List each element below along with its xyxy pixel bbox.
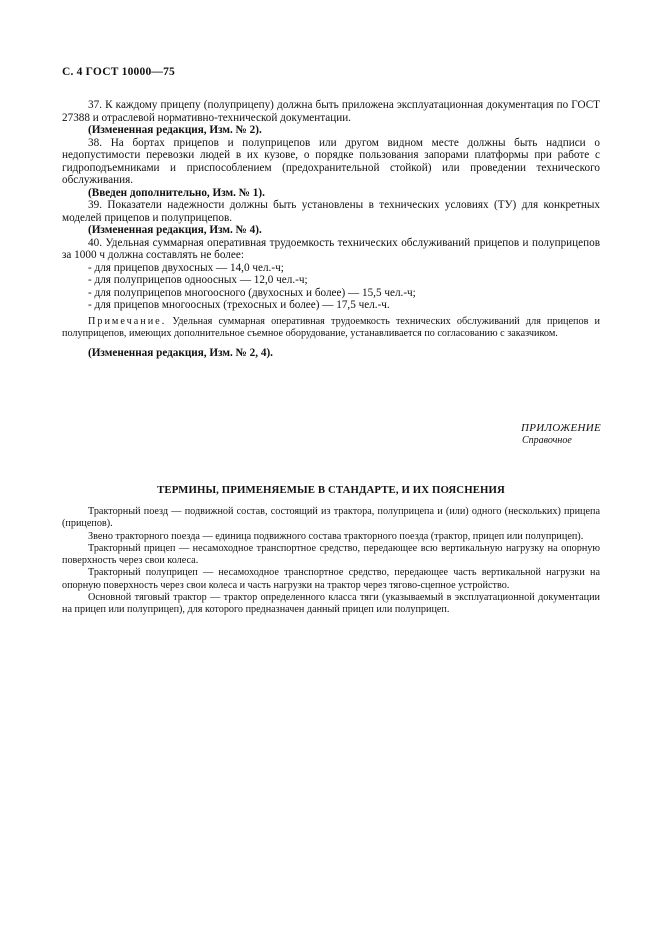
amendment-note-38: (Введен дополнительно, Изм. № 1). (88, 186, 265, 199)
item-40: 40. Удельная суммарная оперативная трудоемкость технических обслуживаний прицепов и полуприцепов за 1000 ч должна составлять не более: (62, 236, 600, 261)
note-label: Примечание. (88, 315, 167, 327)
appendix-label: ПРИЛОЖЕНИЕ (521, 422, 601, 434)
appendix-type: Справочное (522, 435, 572, 446)
page-header: С. 4 ГОСТ 10000—75 (62, 66, 175, 78)
term-definition: Основной тяговый трактор — трактор определенного класса тяги (указываемый в эксплуатационной документации на прицеп или полуприцеп), для которого предназначен данный прицеп или полуприцеп. (62, 592, 600, 616)
item-38: 38. На бортах прицепов и полуприцепов или другом видном месте должны быть надписи о недопустимости перевозки людей в их кузове, о порядке пользования запорами платформы при работе с гидроподъемниками и приспособлением (предохранительной стойкой) или проведении технического обслуживания. (62, 136, 600, 186)
requirements-section (62, 99, 600, 360)
list-item: - для прицепов многоосных (трехосных и более) — 17,5 чел.-ч. (62, 299, 600, 312)
list-item: - для прицепов двухосных — 14,0 чел.-ч; (62, 262, 600, 275)
appendix-title: ТЕРМИНЫ, ПРИМЕНЯЕМЫЕ В СТАНДАРТЕ, И ИХ ПОЯСНЕНИЯ (157, 484, 505, 496)
term-definition: Звено тракторного поезда — единица подвижного состава тракторного поезда (трактор, прицеп или полуприцеп). (88, 530, 584, 542)
amendment-note-37: (Измененная редакция, Изм. № 2). (88, 124, 262, 136)
amendment-note-40: (Измененная редакция, Изм. № 2, 4). (88, 347, 273, 360)
note-text: Удельная суммарная оперативная трудоемкость технических обслуживаний для прицепов и полуприцепов, имеющих дополнительное съемное оборудование, устанавливается по согласованию с заказчиком. (62, 315, 600, 339)
list-item: - для полуприцепов одноосных — 12,0 чел.-ч; (62, 274, 600, 287)
list-item: - для полуприцепов многоосного (двухосных и более) — 15,5 чел.-ч; (62, 287, 600, 300)
amendment-note-39: (Измененная редакция, Изм. № 4). (88, 224, 262, 236)
term-definition: Тракторный прицеп — несамоходное транспортное средство, передающее всю вертикальную нагрузку на опорную поверхность через свои колеса. (62, 542, 600, 567)
item-37: 37. К каждому прицепу (полуприцепу) должна быть приложена эксплуатационная документация по ГОСТ 27388 и отраслевой нормативно-технической документации. (62, 99, 600, 124)
item-39: 39. Показатели надежности должны быть установлены в технических условиях (ТУ) для конкретных моделей прицепов и полуприцепов. (62, 199, 600, 224)
terms-section (62, 506, 600, 617)
term-definition: Тракторный полуприцеп — несамоходное транспортное средство, передающее часть вертикальной нагрузки на опорную поверхность через свои колеса и часть нагрузки на трактор через тягово-сцепное устройство. (62, 567, 600, 591)
term-definition: Тракторный поезд — подвижной состав, состоящий из трактора, полуприцепа и (или) одного (нескольких) прицепа (прицепов). (62, 506, 600, 530)
note-paragraph (62, 316, 600, 341)
